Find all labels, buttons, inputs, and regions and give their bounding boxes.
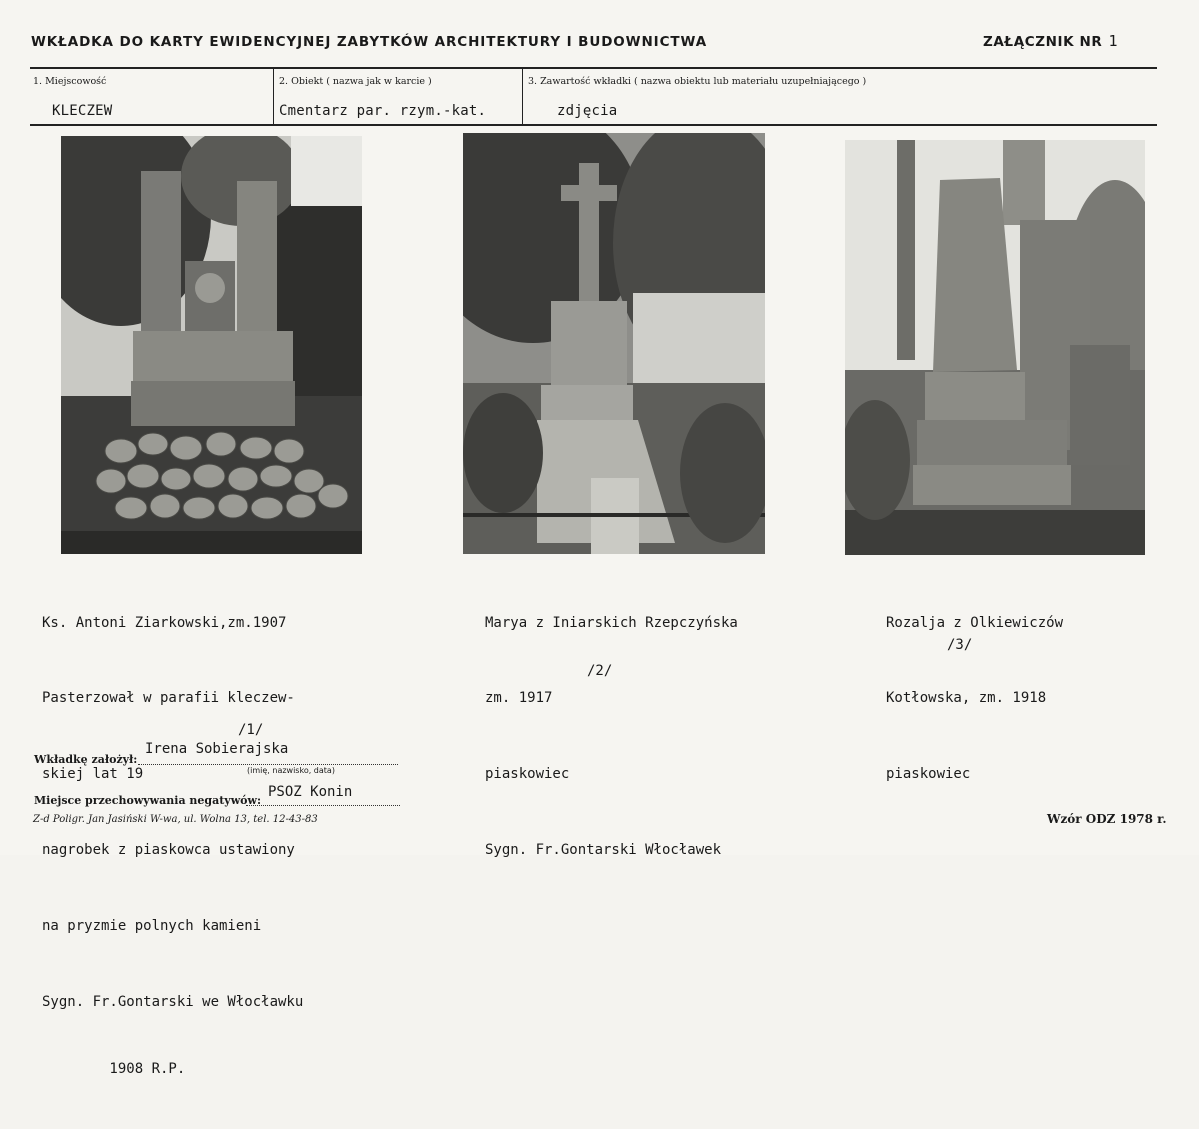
form-template-code: Wzór ODZ 1978 r. — [1047, 812, 1167, 826]
annex-label-text: ZAŁĄCZNIK NR — [983, 34, 1103, 50]
prepared-by-line — [138, 764, 398, 765]
caption-line: Sygn. Fr.Gontarski Włocławek — [485, 842, 722, 859]
annex-label — [983, 32, 1118, 50]
negatives-value: PSOZ Konin — [268, 784, 353, 800]
caption-photo-2 — [485, 560, 738, 914]
content-label: 3. Zawartość wkładki ( nazwa obiektu lub materiału uzupełniającego ) — [528, 76, 867, 87]
field-divider-1 — [273, 69, 274, 124]
header-bottom-rule — [30, 124, 1157, 126]
caption-photo-3 — [886, 560, 1063, 838]
caption-line: Marya z Iniarskich Rzepczyńska — [485, 614, 738, 631]
caption-line: Kotłowska, zm. 1918 — [886, 690, 1047, 707]
negatives-line — [246, 805, 400, 806]
object-value: Cmentarz par. rzym.-kat. — [279, 103, 487, 119]
caption-line: Pasterzował w parafii kleczew- — [42, 690, 295, 707]
photo-2-number: /2/ — [587, 663, 613, 679]
prepared-by-label: Wkładkę założył: — [34, 753, 138, 766]
prepared-by-value: Irena Sobierajska — [145, 741, 289, 757]
photo-2-tombstone-rzepczynska — [463, 133, 765, 554]
locality-label: 1. Miejscowość — [33, 76, 107, 87]
caption-line: skiej lat 19 — [42, 766, 144, 783]
photo-3-tombstone-kotlowska — [845, 140, 1145, 555]
caption-line: 1908 R.P. — [42, 1060, 186, 1077]
document-title: WKŁADKA DO KARTY EWIDENCYJNEJ ZABYTKÓW ARCHITEKTURY I BUDOWNICTWA — [31, 34, 708, 50]
caption-line: nagrobek z piaskowca ustawiony — [42, 842, 295, 859]
caption-line: piaskowiec — [886, 766, 971, 783]
caption-line: Sygn. Fr.Gontarski we Włocławku — [42, 994, 304, 1011]
object-label: 2. Obiekt ( nazwa jak w karcie ) — [279, 76, 432, 87]
negatives-label: Miejsce przechowywania negatywów: — [34, 794, 262, 807]
caption-line: piaskowiec — [485, 766, 570, 783]
caption-line: Rozalja z Olkiewiczów — [886, 614, 1064, 631]
photo-1-tombstone-ziarkowski — [61, 136, 362, 554]
caption-line: Ks. Antoni Ziarkowski,zm.1907 — [42, 614, 287, 631]
header-top-rule — [30, 67, 1157, 69]
annex-number: 1 — [1108, 32, 1119, 50]
locality-value: KLECZEW — [52, 103, 113, 119]
caption-line: zm. 1917 — [485, 690, 553, 707]
caption-line: na pryzmie polnych kamieni — [42, 918, 262, 935]
prepared-by-hint: (imię, nazwisko, data) — [247, 766, 335, 775]
printer-imprint: Z-d Poligr. Jan Jasiński W-wa, ul. Wolna 13, tel. 12-43-83 — [33, 814, 318, 825]
content-value: zdjęcia — [557, 103, 618, 119]
field-divider-2 — [522, 69, 523, 124]
caption-photo-1 — [42, 560, 303, 1129]
photo-1-number: /1/ — [238, 722, 264, 738]
photo-3-number: /3/ — [947, 637, 973, 653]
